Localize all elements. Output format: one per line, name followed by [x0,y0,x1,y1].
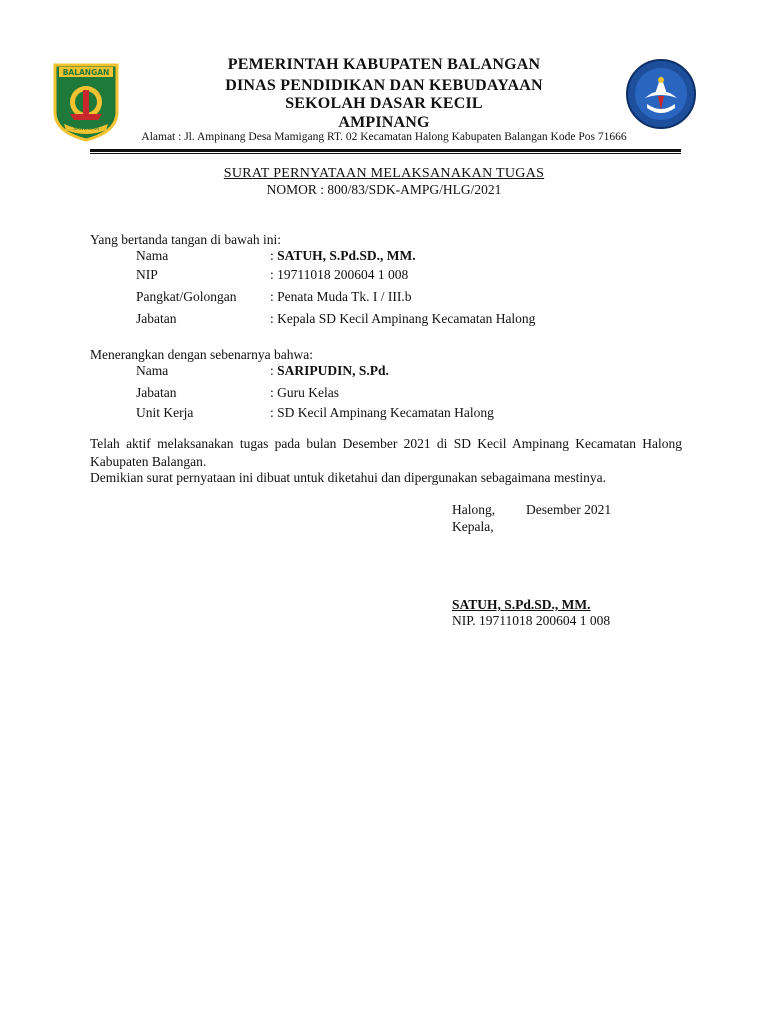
intro-signer: Yang bertanda tangan di bawah ini: [90,232,281,247]
signer-name: SATUH, S.Pd.SD., MM. [277,248,416,263]
intro-subject: Menerangkan dengan sebenarnya bahwa: [90,347,314,362]
signer-rank-label: Pangkat/Golongan [136,289,237,304]
subject-name: SARIPUDIN, S.Pd. [277,363,389,378]
subject-position: Guru Kelas [277,385,339,400]
header-divider [90,149,681,152]
signature-name: SATUH, S.Pd.SD., MM. [452,597,591,612]
signer-name-label: Nama [136,248,169,263]
signature-date: Desember 2021 [526,502,612,517]
signer-nip: 19711018 200604 1 008 [277,267,409,282]
signer-nip-label: NIP [136,267,158,282]
header-government: PEMERINTAH KABUPATEN BALANGAN [227,56,541,73]
subject-name-row [270,363,389,379]
subject-position-label: Jabatan [136,385,177,400]
header-school: SEKOLAH DASAR KECIL [285,95,483,112]
subject-unit: SD Kecil Ampinang Kecamatan Halong [277,405,494,420]
header-divider-thin [90,153,681,154]
colon: : [270,385,274,400]
body-paragraph: Telah aktif melaksanakan tugas pada bulan Desember 2021 di SD Kecil Ampinang Kecamatan Halong Kabupaten Balangan. [90,436,682,469]
subject-unit-row [270,405,494,421]
colon: : [270,267,274,282]
signer-rank-row [270,289,411,305]
header-address: Alamat : Jl. Ampinang Desa Mamigang RT. 02 Kecamatan Halong Kabupaten Balangan Kode Pos 71666 [141,131,627,143]
signer-position-label: Jabatan [136,311,177,326]
letter-title: SURAT PERNYATAAN MELAKSANAKAN TUGAS [223,166,545,181]
closing-paragraph: Demikian surat pernyataan ini dibuat untuk diketahui dan dipergunakan sebagaimana mestinya. [90,470,606,485]
logo-ribbon-text: SANGGAM [73,126,99,132]
signer-position: Kepala SD Kecil Ampinang Kecamatan Halong [277,311,536,326]
colon: : [270,311,274,326]
signer-rank: Penata Muda Tk. I / III.b [277,289,412,304]
logo-text: BALANGAN [62,68,110,77]
signer-position-row [270,311,535,327]
letter-number: NOMOR : 800/83/SDK-AMPG/HLG/2021 [266,182,502,197]
header-department: DINAS PENDIDIKAN DAN KEBUDAYAAN [225,77,543,94]
signature-role: Kepala, [452,519,494,534]
subject-name-label: Nama [136,363,169,378]
subject-position-row [270,385,339,401]
colon: : [270,405,274,420]
header-school-name: AMPINANG [338,114,430,131]
signature-place: Halong, [452,502,496,517]
colon: : [270,248,274,263]
colon: : [270,289,274,304]
colon: : [270,363,274,378]
signature-nip: NIP. 19711018 200604 1 008 [452,613,611,628]
subject-unit-label: Unit Kerja [136,405,194,420]
signer-nip-row [270,267,408,283]
signer-name-row [270,248,416,264]
